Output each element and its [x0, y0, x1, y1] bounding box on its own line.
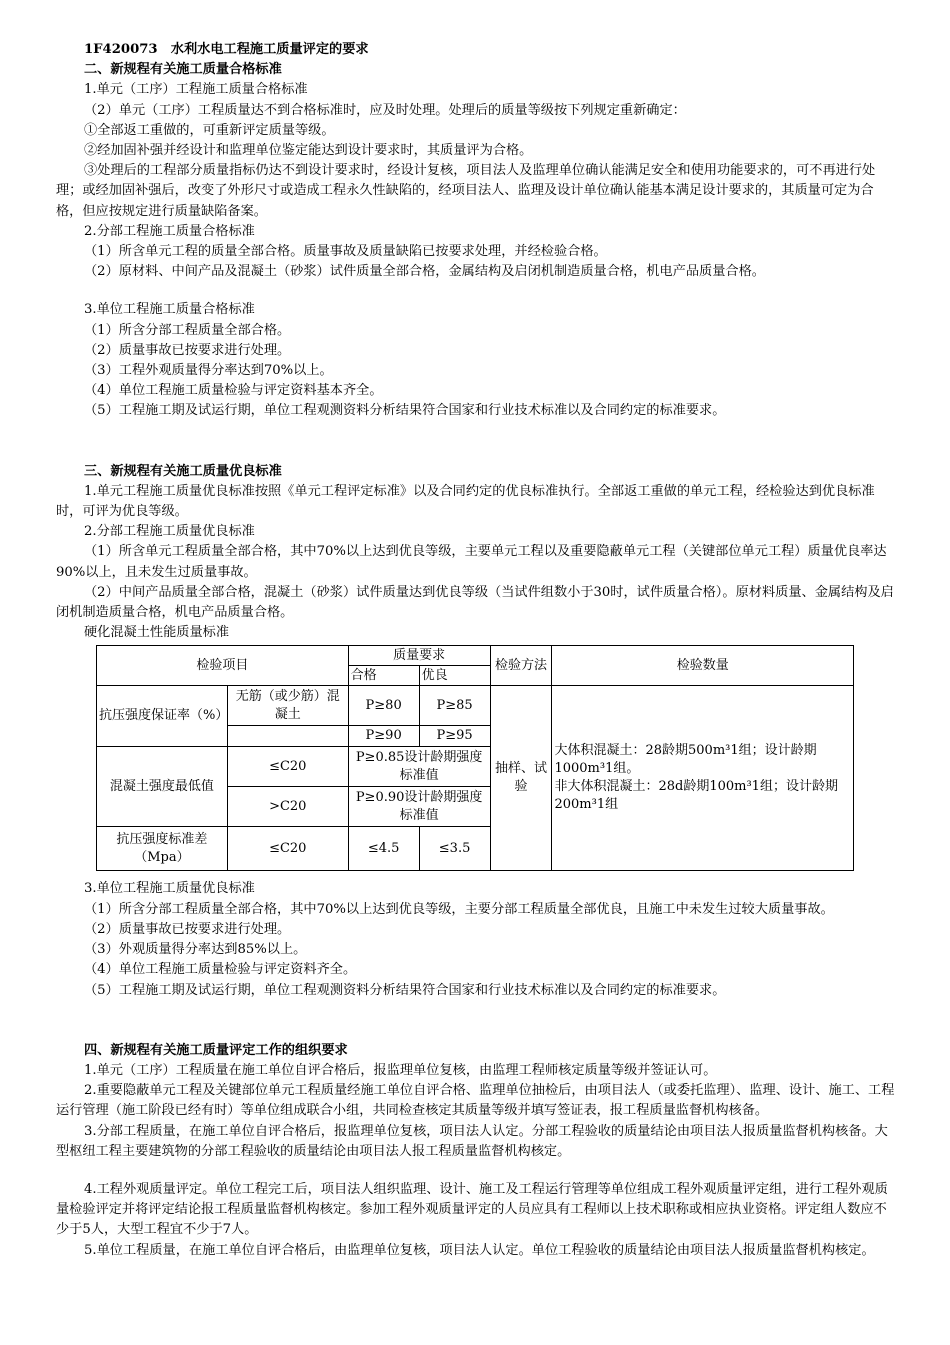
spacer: [56, 1023, 898, 1041]
section3-sub2-title: 2.分部工程施工质量优良标准: [84, 524, 255, 540]
section3-heading: 三、新规程有关施工质量优良标准: [84, 463, 282, 479]
cell-count: [552, 686, 854, 871]
paragraph: 1.单元工程施工质量优良标准按照《单元工程评定标准》以及合同约定的优良标准执行。全部返工重做的单元工程，经检验达到优良标准时，可评为优良等级。: [56, 483, 875, 520]
paragraph: （1）所含分部工程质量全部合格。: [84, 322, 291, 338]
paragraph: （4）单位工程施工质量检验与评定资料基本齐全。: [84, 383, 383, 399]
spacer: [56, 1001, 898, 1023]
cell-value: P≥0.90设计龄期强度标准值: [348, 787, 490, 827]
paragraph: （3）工程外观质量得分率达到70%以上。: [84, 363, 333, 379]
paragraph: （5）工程施工期及试运行期，单位工程观测资料分析结果符合国家和行业技术标准以及合同约定的标准要求。: [84, 403, 726, 419]
paragraph: 2.重要隐蔽单元工程及关键部位单元工程质量经施工单位自评合格、监理单位抽检后，由项目法人（或委托监理）、监理、设计、施工、工程运行管理（施工阶段已经有时）等单位组成联合小组，共同检查核定其质量等级并填写签证表，报工程质量监督机构核备。: [56, 1083, 895, 1119]
cell-good: ≤3.5: [419, 827, 490, 871]
paragraph: （1）所含分部工程质量全部合格，其中70%以上达到优良等级，主要分部工程质量全部优良，且施工中未发生过较大质量事故。: [84, 901, 834, 917]
count-line: 大体积混凝土：28龄期500m³1组；设计龄期1000m³1组。: [554, 743, 817, 777]
header-method: 检验方法: [490, 646, 552, 686]
document-page: [56, 40, 898, 1261]
paragraph: ③处理后的工程部分质量指标仍达不到设计要求时，经设计复核，项目法人及监理单位确认能满足安全和使用功能要求的，可不再进行处理；或经加固补强后，改变了外形尺寸或造成工程永久性缺陷的，经项目法人、监理及设计单位确认能基本满足设计要求的，其质量可定为合格，但应按规定进行质量缺陷备案。: [56, 163, 876, 219]
cell-method: 抽样、试验: [490, 686, 552, 871]
paragraph: （1）所含单元工程的质量全部合格。质量事故及质量缺陷已按要求处理，并经检验合格。: [84, 244, 607, 260]
spacer: [56, 444, 898, 462]
cell-good: P≥95: [419, 726, 490, 747]
count-line: 非大体积混凝土：28d龄期100m³1组；设计龄期200m³1组: [554, 779, 838, 813]
row-subtype: ≤C20: [227, 747, 348, 787]
section2-heading: 二、新规程有关施工质量合格标准: [84, 62, 282, 78]
paragraph: （5）工程施工期及试运行期，单位工程观测资料分析结果符合国家和行业技术标准以及合同约定的标准要求。: [84, 982, 726, 998]
paragraph: （2）中间产品质量全部合格，混凝土（砂浆）试件质量达到优良等级（当试件组数小于30时，试件质量合格）。原材料质量、金属结构及启闭机制造质量合格，机电产品质量合格。: [56, 584, 894, 621]
paragraph: 4.工程外观质量评定。单位工程完工后，项目法人组织监理、设计、施工及工程运行管理等单位组成工程外观质量评定组，进行工程外观质量检验评定并将评定结论报工程质量监督机构核定。参加工程外观质量评定的人员应具有工程师以上技术职称或相应执业资格。评定组人数应不少于5人，大型工程宜不少于7人。: [56, 1181, 888, 1238]
row-name: 抗压强度标准差（Mpa）: [97, 827, 228, 871]
cell-pass: P≥90: [348, 726, 419, 747]
spacer: [56, 282, 898, 300]
paragraph: ①全部返工重做的，可重新评定质量等级。: [84, 122, 335, 138]
paragraph: （2）质量事故已按要求进行处理。: [84, 342, 291, 358]
cell-pass: P≥80: [348, 686, 419, 726]
row-subtype: [227, 726, 348, 747]
paragraph: 1.单元（工序）工程质量在施工单位自评合格后，报监理单位复核，由监理工程师核定质量等级并签证认可。: [84, 1062, 717, 1078]
cell-pass: ≤4.5: [348, 827, 419, 871]
section2-sub1-title: 1.单元（工序）工程施工质量合格标准: [84, 82, 308, 98]
section2-sub3-title: 3.单位工程施工质量合格标准: [84, 302, 255, 318]
header-count: 检验数量: [552, 646, 854, 686]
header-good: 优良: [419, 666, 490, 686]
header-quality: 质量要求: [348, 646, 490, 666]
paragraph: （2）原材料、中间产品及混凝土（砂浆）试件质量全部合格，金属结构及启闭机制造质量合格，机电产品质量合格。: [84, 264, 765, 280]
header-item: 检验项目: [97, 646, 349, 686]
table-caption: 硬化混凝土性能质量标准: [84, 625, 230, 641]
paragraph: （1）所含单元工程质量全部合格，其中70%以上达到优良等级，主要单元工程以及重要隐蔽单元工程（关键部位单元工程）质量优良率达90%以上，且未发生过质量事故。: [56, 544, 887, 580]
row-subtype: ≤C20: [227, 827, 348, 871]
cell-good: P≥85: [419, 686, 490, 726]
spacer: [56, 1162, 898, 1180]
row-subtype: 无筋（或少筋）混凝土: [227, 686, 348, 726]
paragraph: 3.分部工程质量，在施工单位自评合格后，报监理单位复核，项目法人认定。分部工程验收的质量结论由项目法人报质量监督机构核备。大型枢纽工程主要建筑物的分部工程验收的质量结论由项目法人报工程质量监督机构核定。: [56, 1123, 888, 1159]
paragraph: ②经加固补强并经设计和监理单位鉴定能达到设计要求时，其质量评为合格。: [84, 143, 533, 159]
section4-heading: 四、新规程有关施工质量评定工作的组织要求: [84, 1042, 348, 1058]
paragraph: （4）单位工程施工质量检验与评定资料齐全。: [84, 962, 357, 978]
document-title: 1F420073 水利水电工程施工质量评定的要求: [84, 42, 369, 57]
section3-sub3-title: 3.单位工程施工质量优良标准: [84, 881, 255, 897]
header-pass: 合格: [348, 666, 419, 686]
paragraph: 5.单位工程质量，在施工单位自评合格后，由监理单位复核，项目法人认定。单位工程验收的质量结论由项目法人报质量监督机构核定。: [84, 1242, 875, 1258]
row-subtype: >C20: [227, 787, 348, 827]
paragraph: （2）质量事故已按要求进行处理。: [84, 921, 291, 937]
row-name: 混凝土强度最低值: [97, 747, 228, 827]
spacer: [56, 422, 898, 444]
paragraph: （3）外观质量得分率达到85%以上。: [84, 942, 307, 958]
cell-value: P≥0.85设计龄期强度标准值: [348, 747, 490, 787]
concrete-quality-table: [96, 645, 854, 871]
row-name: 抗压强度保证率（%）: [97, 686, 228, 747]
paragraph: （2）单元（工序）工程质量达不到合格标准时，应及时处理。处理后的质量等级按下列规定重新确定：: [84, 102, 686, 118]
section2-sub2-title: 2.分部工程施工质量合格标准: [84, 223, 255, 239]
